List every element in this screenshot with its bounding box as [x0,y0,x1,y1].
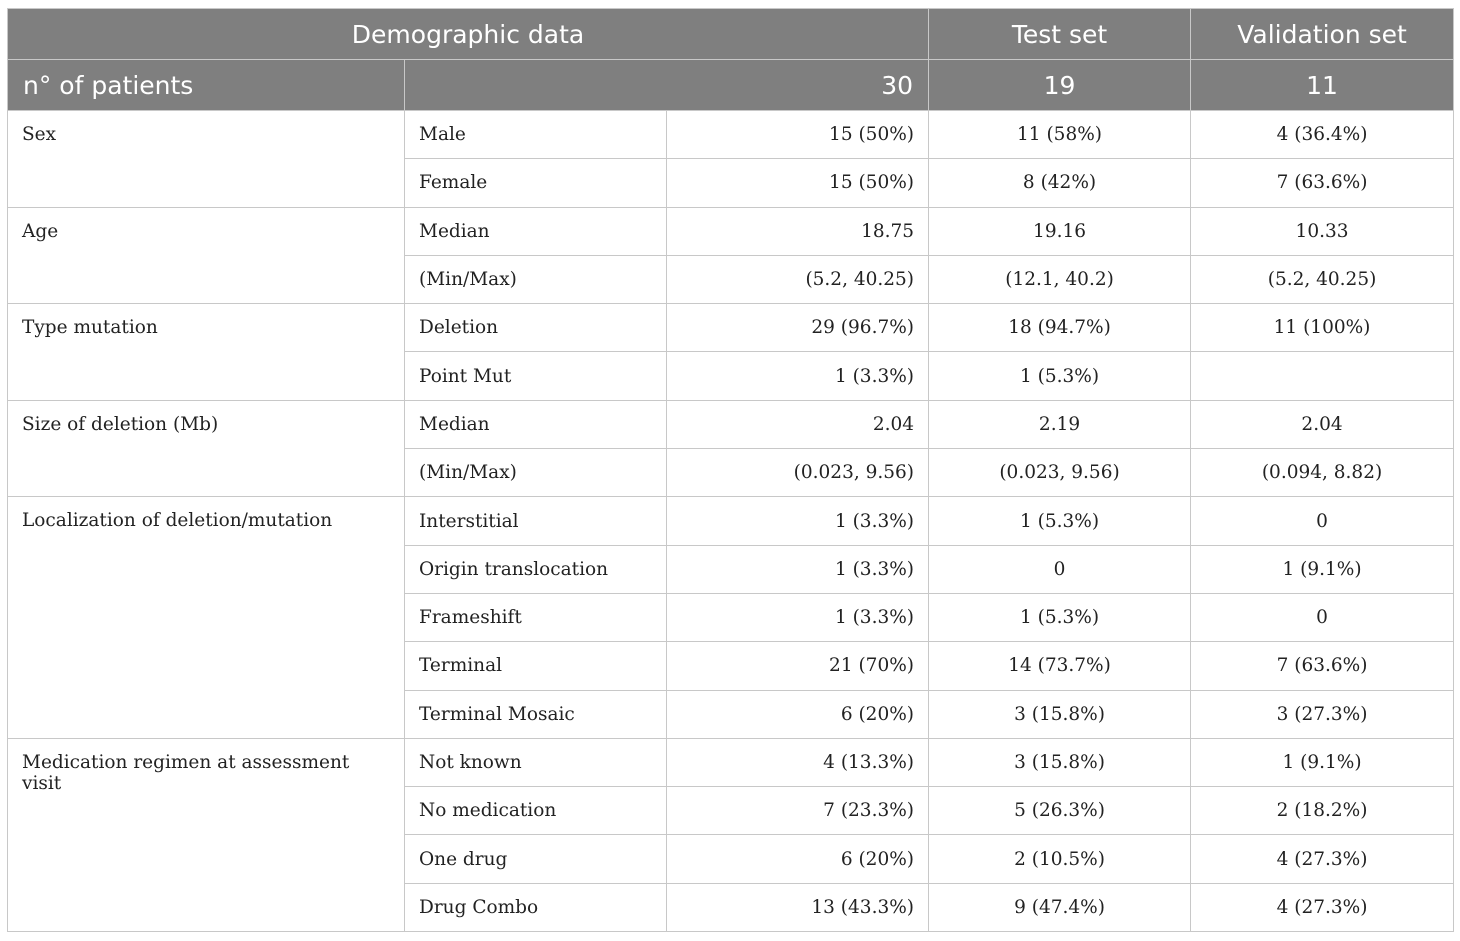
patients-test: 19 [929,60,1191,111]
row-label: Drug Combo [405,883,667,931]
cell-test: 19.16 [929,207,1191,255]
cell-test: 18 (94.7%) [929,304,1191,352]
patients-validation: 11 [1191,60,1454,111]
table-row [8,497,1454,545]
cell-validation: 1 (9.1%) [1191,738,1454,786]
header-test-set: Test set [929,9,1191,60]
cell-test: 2.19 [929,400,1191,448]
cell-validation: 4 (27.3%) [1191,883,1454,931]
group-label-type-mutation: Type mutation [8,304,405,401]
table-header [8,9,1454,111]
header-demographic: Demographic data [8,9,929,60]
cell-test: 9 (47.4%) [929,883,1191,931]
row-label: Point Mut [405,352,667,400]
row-label: Female [405,159,667,207]
cell-total: (0.023, 9.56) [667,449,929,497]
row-label: Terminal [405,642,667,690]
row-label: Deletion [405,304,667,352]
cell-total: 1 (3.3%) [667,593,929,641]
group-label-sex: Sex [8,111,405,208]
cell-test: 3 (15.8%) [929,690,1191,738]
group-label-localization: Localization of deletion/mutation [8,497,405,738]
cell-validation [1191,352,1454,400]
cell-test: 1 (5.3%) [929,497,1191,545]
row-label: Origin translocation [405,545,667,593]
cell-total: (5.2, 40.25) [667,255,929,303]
cell-validation: (0.094, 8.82) [1191,449,1454,497]
row-label: Not known [405,738,667,786]
cell-total: 1 (3.3%) [667,545,929,593]
cell-total: 4 (13.3%) [667,738,929,786]
cell-total: 29 (96.7%) [667,304,929,352]
row-label: Median [405,400,667,448]
header-row [8,9,1454,60]
group-label-medication: Medication regimen at assessment visit [8,738,405,931]
cell-validation: 7 (63.6%) [1191,642,1454,690]
cell-validation: 10.33 [1191,207,1454,255]
table-row [8,738,1454,786]
cell-validation: 3 (27.3%) [1191,690,1454,738]
cell-validation: 2 (18.2%) [1191,787,1454,835]
cell-test: 14 (73.7%) [929,642,1191,690]
cell-test: 1 (5.3%) [929,593,1191,641]
cell-validation: 0 [1191,497,1454,545]
row-label: (Min/Max) [405,255,667,303]
table-row [8,400,1454,448]
cell-total: 13 (43.3%) [667,883,929,931]
row-label: Median [405,207,667,255]
cell-validation: 11 (100%) [1191,304,1454,352]
cell-test: (12.1, 40.2) [929,255,1191,303]
cell-total: 1 (3.3%) [667,352,929,400]
cell-test: (0.023, 9.56) [929,449,1191,497]
cell-test: 1 (5.3%) [929,352,1191,400]
cell-test: 0 [929,545,1191,593]
cell-total: 18.75 [667,207,929,255]
row-label: Frameshift [405,593,667,641]
cell-validation: 4 (27.3%) [1191,835,1454,883]
cell-total: 6 (20%) [667,835,929,883]
cell-validation: 2.04 [1191,400,1454,448]
row-label: Male [405,111,667,159]
demographic-table-container [7,8,1453,932]
row-label: No medication [405,787,667,835]
cell-test: 2 (10.5%) [929,835,1191,883]
table-body [8,111,1454,932]
row-label: One drug [405,835,667,883]
table-row [8,304,1454,352]
header-validation-set: Validation set [1191,9,1454,60]
patients-label: n° of patients [8,60,405,111]
cell-total: 15 (50%) [667,159,929,207]
cell-total: 1 (3.3%) [667,497,929,545]
cell-test: 3 (15.8%) [929,738,1191,786]
demographic-table [7,8,1454,932]
cell-total: 21 (70%) [667,642,929,690]
cell-total: 7 (23.3%) [667,787,929,835]
cell-total: 15 (50%) [667,111,929,159]
row-label: Terminal Mosaic [405,690,667,738]
row-label: (Min/Max) [405,449,667,497]
cell-test: 11 (58%) [929,111,1191,159]
cell-test: 5 (26.3%) [929,787,1191,835]
cell-validation: (5.2, 40.25) [1191,255,1454,303]
table-row [8,111,1454,159]
cell-total: 2.04 [667,400,929,448]
cell-test: 8 (42%) [929,159,1191,207]
cell-total: 6 (20%) [667,690,929,738]
cell-validation: 7 (63.6%) [1191,159,1454,207]
patients-row [8,60,1454,111]
cell-validation: 0 [1191,593,1454,641]
row-label: Interstitial [405,497,667,545]
patients-total: 30 [405,60,929,111]
group-label-age: Age [8,207,405,304]
group-label-size-deletion: Size of deletion (Mb) [8,400,405,497]
cell-validation: 4 (36.4%) [1191,111,1454,159]
table-row [8,207,1454,255]
cell-validation: 1 (9.1%) [1191,545,1454,593]
